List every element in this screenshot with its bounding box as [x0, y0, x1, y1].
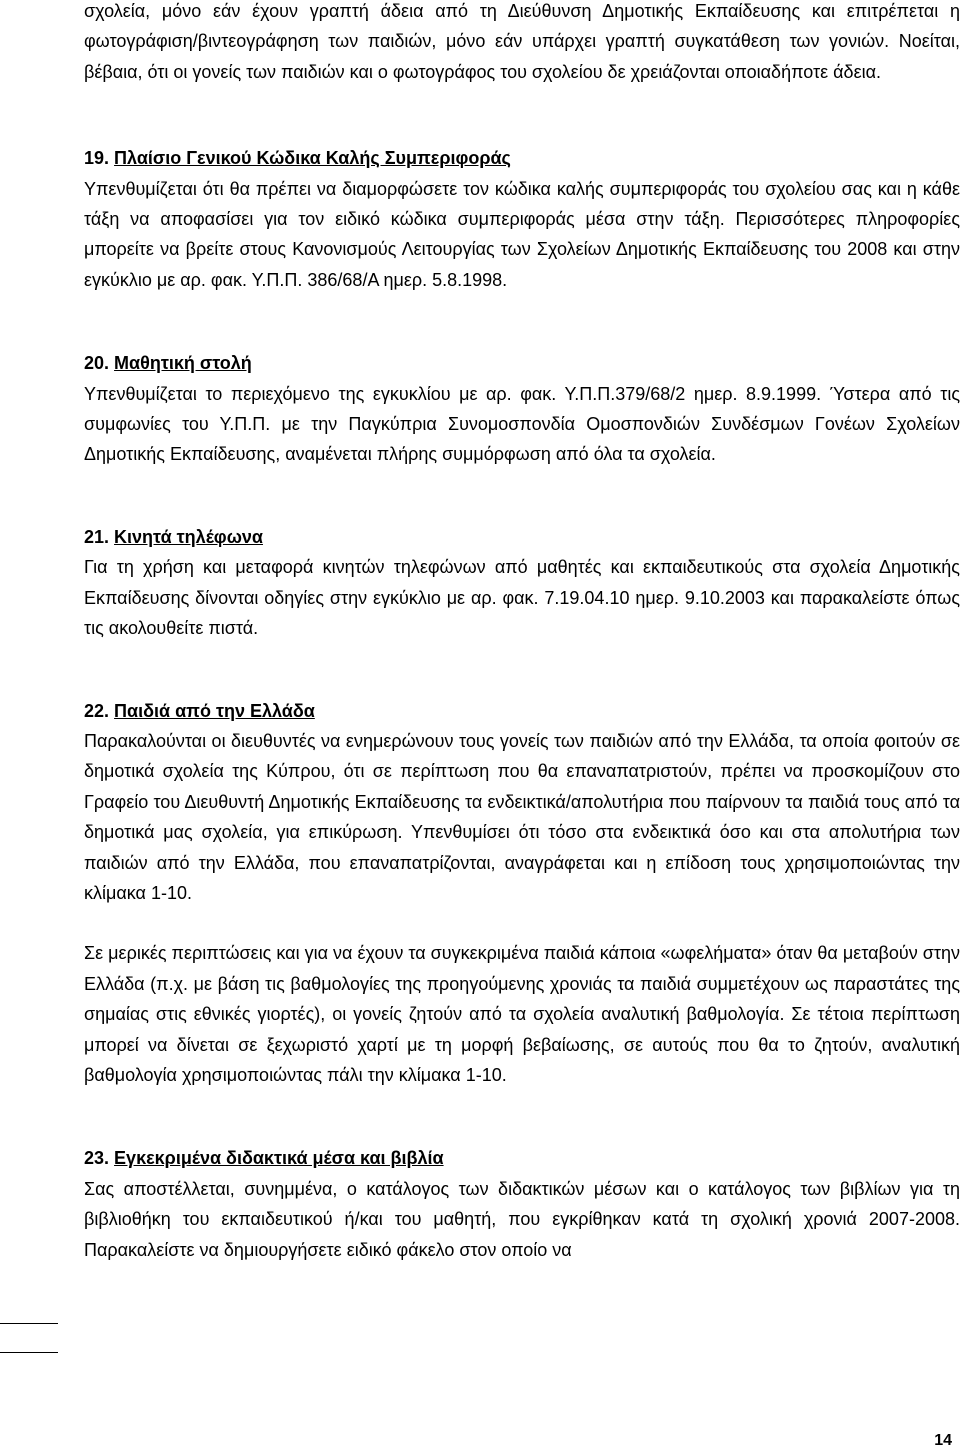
revision-mark-1	[0, 1323, 58, 1324]
intro-paragraph: σχολεία, μόνο εάν έχουν γραπτή άδεια από τη Διεύθυνση Δημοτικής Εκπαίδευσης και επιτρέπεται η φωτογράφιση/βιντεογράφηση των παιδιών, μόνο εάν υπάρχει γραπτή συγκατάθεση των γονιών. Νοείται, βέβαια, ότι οι γονείς των παιδιών και ο φωτογράφος του σχολείου δε χρειάζονται οποιαδήποτε άδεια.	[84, 1, 960, 82]
section-title: Πλαίσιο Γενικού Κώδικα Καλής Συμπεριφοράς	[114, 148, 511, 169]
section-20	[84, 348, 960, 470]
section-paragraph: Παρακαλούνται οι διευθυντές να ενημερώνουν τους γονείς των παιδιών από την Ελλάδα, τα οποία φοιτούν σε δημοτικά σχολεία της Κύπρου, ότι σε περίπτωση που θα επαναπατριστούν, πρέπει να προσκομίζουν στο Γραφείο του Διευθυντή Δημοτικής Εκπαίδευσης τα ενδεικτικά/απολυτήρια που παίρνουν τα παιδιά τους από τα δημοτικά μας σχολεία, για επικύρωση. Υπενθυμίσει ότι τόσο στα ενδεικτικά όσο και στα απολυτήρια των παιδιών από την Ελλάδα, που επαναπατρίζονται, αναγράφεται και η επίδοση τους χρησιμοποιώντας την κλίμακα 1-10.	[84, 730, 960, 903]
section-number: 23.	[84, 1148, 110, 1169]
section-number: 20.	[84, 353, 110, 374]
section-heading	[84, 143, 960, 173]
section-paragraph: Υπενθυμίζεται ότι θα πρέπει να διαμορφώσετε τον κώδικα καλής συμπεριφοράς του σχολείου σας και η κάθε τάξη να αποφασίσει για τον ειδικό κώδικα συμπεριφοράς μέσα στην τάξη. Περισσότερες πληροφορίες μπορείτε να βρείτε στους Κανονισμούς Λειτουργίας των Σχολείων Δημοτικής Εκπαίδευσης του 2008 και στην εγκύκλιο με αρ. φακ. Υ.Π.Π. 386/68/Α ημερ. 5.8.1998.	[84, 178, 960, 290]
section-heading	[84, 522, 960, 552]
revision-mark-2	[0, 1352, 58, 1353]
section-paragraph: Υπενθυμίζεται το περιεχόμενο της εγκυκλίου με αρ. φακ. Υ.Π.Π.379/68/2 ημερ. 8.9.1999. Ύστερα από τις συμφωνίες του Υ.Π.Π. με την Παγκύπρια Συνομοσπονδία Ομοσπονδιών Συνδέσμων Γονέων Σχολείων Δημοτικής Εκπαίδευσης, αναμένεται πλήρης συμμόρφωση από όλα τα σχολεία.	[84, 383, 960, 465]
section-paragraph: Για τη χρήση και μεταφορά κινητών τηλεφώνων από μαθητές και εκπαιδευτικούς στα σχολεία Δημοτικής Εκπαίδευσης δίνονται οδηγίες στην εγκύκλιο με αρ. φακ. 7.19.04.10 ημερ. 9.10.2003 και παρακαλείστε όπως τις ακολουθείτε πιστά.	[84, 557, 960, 639]
section-number: 21.	[84, 526, 110, 547]
section-heading	[84, 1143, 960, 1173]
section-number: 22.	[84, 700, 110, 721]
section-19	[84, 143, 960, 295]
section-22	[84, 696, 960, 1091]
section-title: Μαθητική στολή	[114, 353, 252, 374]
section-23	[84, 1143, 960, 1265]
page-number: 14	[934, 1432, 952, 1449]
section-title: Κινητά τηλέφωνα	[114, 526, 263, 547]
section-paragraph: Σε μερικές περιπτώσεις και για να έχουν τα συγκεκριμένα παιδιά κάποια «ωφελήματα» όταν θα μεταβούν στην Ελλάδα (π.χ. με βάση τις βαθμολογίες της προηγούμενης χρονιάς τα παιδιά συμμετέχουν ως παραστάτες της σημαίας στις εθνικές γιορτές), οι γονείς ζητούν από τα σχολεία αναλυτική βαθμολογία. Σε τέτοια περίπτωση μπορεί να δίνεται σε ξεχωριστό χαρτί με τη μορφή βεβαίωσης, σε αυτούς που θα το ζητούν, αναλυτική βαθμολογία χρησιμοποιώντας πάλι την κλίμακα 1-10.	[84, 943, 960, 1085]
section-21	[84, 522, 960, 644]
paragraph-gap	[84, 908, 960, 938]
section-paragraph: Σας αποστέλλεται, συνημμένα, ο κατάλογος των διδακτικών μέσων και ο κατάλογος των βιβλίων για τη βιβλιοθήκη του εκπαιδευτικού ή/και του μαθητή, που εγκρίθηκαν κατά τη σχολική χρονιά 2007-2008. Παρακαλείστε να δημιουργήσετε ειδικό φάκελο στον οποίο να	[84, 1178, 960, 1260]
section-title: Παιδιά από την Ελλάδα	[114, 700, 315, 721]
document-page	[84, 0, 960, 1265]
section-title: Εγκεκριμένα διδακτικά μέσα και βιβλία	[114, 1148, 444, 1169]
section-heading	[84, 348, 960, 378]
section-number: 19.	[84, 148, 110, 169]
section-heading	[84, 696, 960, 726]
